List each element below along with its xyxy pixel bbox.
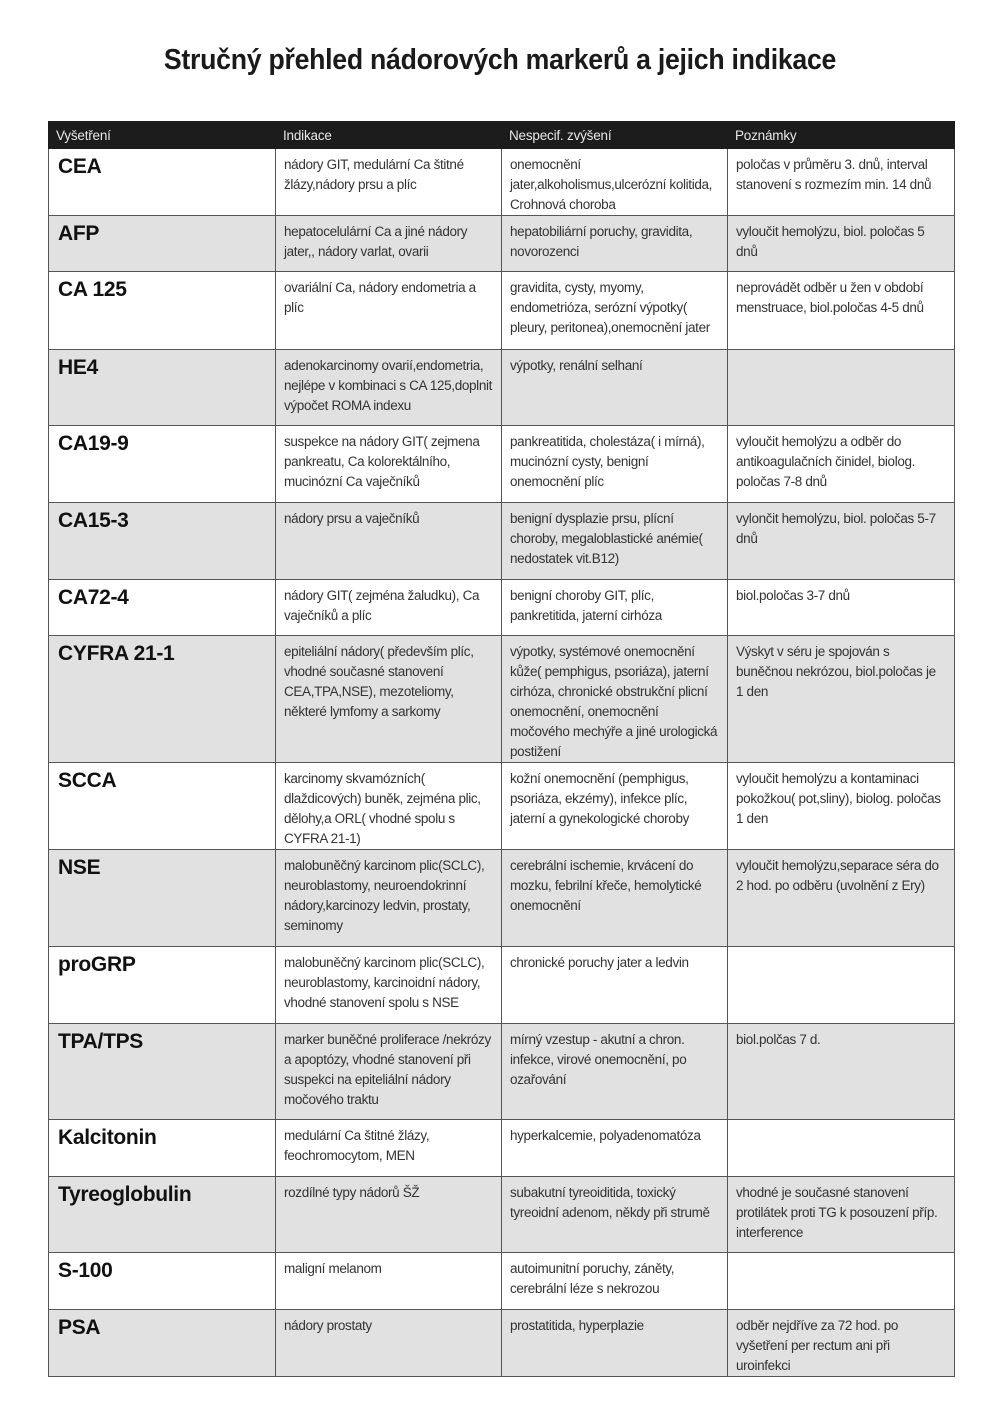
indikace-cell: nádory GIT, medulární Ca štitné žlázy,nádory prsu a plíc <box>276 149 502 216</box>
marker-name: HE4 <box>49 350 276 426</box>
marker-name: AFP <box>49 216 276 272</box>
table-row <box>49 580 955 636</box>
zvyseni-cell: cerebrální ischemie, krvácení do mozku, febrilní křeče, hemolytické onemocnění <box>502 850 728 947</box>
marker-name: S-100 <box>49 1253 276 1310</box>
table-row <box>49 216 955 272</box>
indikace-cell: nádory prsu a vaječníků <box>276 503 502 580</box>
indikace-cell: karcinomy skvamózních( dlaždicových) buněk, zejména plic, dělohy,a ORL( vhodné spolu s CYFRA 21-1) <box>276 763 502 850</box>
zvyseni-cell: chronické poruchy jater a ledvin <box>502 947 728 1024</box>
indikace-cell: ovariální Ca, nádory endometria a plíc <box>276 272 502 350</box>
table-row <box>49 1120 955 1177</box>
marker-name: CA72-4 <box>49 580 276 636</box>
table-row <box>49 272 955 350</box>
poznamky-cell: vyloučit hemolýzu a odběr do antikoagulačních činidel, biolog. poločas 7-8 dnů <box>728 426 955 503</box>
indikace-cell: adenokarcinomy ovarií,endometria, nejlépe v kombinaci s CA 125,doplnit výpočet ROMA indexu <box>276 350 502 426</box>
marker-name: CYFRA 21-1 <box>49 636 276 763</box>
zvyseni-cell: pankreatitida, cholestáza( i mírná), mucinózní cysty, benigní onemocnění plíc <box>502 426 728 503</box>
indikace-cell: epiteliální nádory( především plíc, vhodné současné stanovení CEA,TPA,NSE), mezoteliomy, některé lymfomy a sarkomy <box>276 636 502 763</box>
marker-name: CEA <box>49 149 276 216</box>
table-row <box>49 1310 955 1377</box>
indikace-cell: medulární Ca štitné žlázy, feochromocytom, MEN <box>276 1120 502 1177</box>
marker-name: Kalcitonin <box>49 1120 276 1177</box>
indikace-cell: suspekce na nádory GIT( zejmena pankreatu, Ca kolorektálního, mucinózní Ca vaječníků <box>276 426 502 503</box>
poznamky-cell: biol.polčas 7 d. <box>728 1024 955 1120</box>
page-title: Stručný přehled nádorových markerů a jejich indikace <box>163 44 837 76</box>
indikace-cell: nádory prostaty <box>276 1310 502 1377</box>
poznamky-cell <box>728 947 955 1024</box>
indikace-cell: maligní melanom <box>276 1253 502 1310</box>
header-vysetreni: Vyšetření <box>49 122 276 149</box>
poznamky-cell: vyloučit hemolýzu a kontaminaci pokožkou( pot,sliny), biolog. poločas 1 den <box>728 763 955 850</box>
poznamky-cell <box>728 1120 955 1177</box>
table-row <box>49 763 955 850</box>
poznamky-cell <box>728 1253 955 1310</box>
marker-name: SCCA <box>49 763 276 850</box>
table-row <box>49 636 955 763</box>
poznamky-cell: vyloučit hemolýzu,separace séra do 2 hod. po odběru (uvolnění z Ery) <box>728 850 955 947</box>
marker-name: CA 125 <box>49 272 276 350</box>
zvyseni-cell: prostatitida, hyperplazie <box>502 1310 728 1377</box>
poznamky-cell: vylončit hemolýzu, biol. poločas 5-7 dnů <box>728 503 955 580</box>
zvyseni-cell: onemocnění jater,alkoholismus,ulcerózní kolitida, Crohnová choroba <box>502 149 728 216</box>
zvyseni-cell: kožní onemocnění (pemphigus, psoriáza, ekzémy), infekce plíc, jaterní a gynekologické choroby <box>502 763 728 850</box>
zvyseni-cell: hyperkalcemie, polyadenomatóza <box>502 1120 728 1177</box>
poznamky-cell: neprovádět odběr u žen v období menstruace, biol.poločas 4-5 dnů <box>728 272 955 350</box>
marker-name: TPA/TPS <box>49 1024 276 1120</box>
zvyseni-cell: mírný vzestup - akutní a chron. infekce, virové onemocnění, po ozařování <box>502 1024 728 1120</box>
zvyseni-cell: autoimunitní poruchy, záněty, cerebrální léze s nekrozou <box>502 1253 728 1310</box>
header-nespecif-zvyseni: Nespecif. zvýšení <box>502 122 728 149</box>
zvyseni-cell: hepatobiliární poruchy, gravidita, novorozenci <box>502 216 728 272</box>
indikace-cell: nádory GIT( zejména žaludku), Ca vaječníků a plíc <box>276 580 502 636</box>
table-header <box>49 122 955 149</box>
indikace-cell: malobuněčný karcinom plic(SCLC), neuroblastomy, neuroendokrinní nádory,karcinozy ledvin, prostaty, seminomy <box>276 850 502 947</box>
indikace-cell: marker buněčné proliferace /nekrózy a apoptózy, vhodné stanovení při suspekci na epiteliální nádory močového traktu <box>276 1024 502 1120</box>
poznamky-cell <box>728 350 955 426</box>
marker-name: Tyreoglobulin <box>49 1177 276 1253</box>
poznamky-cell: biol.poločas 3-7 dnů <box>728 580 955 636</box>
indikace-cell: malobuněčný karcinom plic(SCLC), neuroblastomy, karcinoidní nádory, vhodné stanovení spolu s NSE <box>276 947 502 1024</box>
poznamky-cell: odběr nejdříve za 72 hod. po vyšetření per rectum ani při uroinfekci <box>728 1310 955 1377</box>
indikace-cell: hepatocelulární Ca a jiné nádory jater,, nádory varlat, ovarii <box>276 216 502 272</box>
poznamky-cell: vhodné je současné stanovení protilátek proti TG k posouzení příp. interference <box>728 1177 955 1253</box>
marker-name: proGRP <box>49 947 276 1024</box>
zvyseni-cell: výpotky, systémové onemocnění kůže( pemphigus, psoriáza), jaterní cirhóza, chronické obstrukční plicní onemocnění, onemocnění močového mechýře a jiné urologická postižení <box>502 636 728 763</box>
marker-name: CA19-9 <box>49 426 276 503</box>
marker-name: CA15-3 <box>49 503 276 580</box>
table-row <box>49 1177 955 1253</box>
zvyseni-cell: benigní dysplazie prsu, plícní choroby, megaloblastické anémie( nedostatek vit.B12) <box>502 503 728 580</box>
table-row <box>49 1024 955 1120</box>
indikace-cell: rozdílné typy nádorů ŠŽ <box>276 1177 502 1253</box>
table-row <box>49 947 955 1024</box>
marker-name: PSA <box>49 1310 276 1377</box>
zvyseni-cell: benigní choroby GIT, plíc, pankretitida, jaterní cirhóza <box>502 580 728 636</box>
poznamky-cell: vyloučit hemolýzu, biol. poločas 5 dnů <box>728 216 955 272</box>
table-row <box>49 149 955 216</box>
header-poznamky: Poznámky <box>728 122 955 149</box>
table-row <box>49 850 955 947</box>
poznamky-cell: poločas v průměru 3. dnů, interval stanovení s rozmezím min. 14 dnů <box>728 149 955 216</box>
zvyseni-cell: gravidita, cysty, myomy, endometrióza, serózní výpotky( pleury, peritonea),onemocnění jater <box>502 272 728 350</box>
zvyseni-cell: subakutní tyreoiditida, toxický tyreoidní adenom, někdy při strumě <box>502 1177 728 1253</box>
markers-table <box>48 121 955 1377</box>
header-indikace: Indikace <box>276 122 502 149</box>
table-row <box>49 350 955 426</box>
marker-name: NSE <box>49 850 276 947</box>
table-row <box>49 426 955 503</box>
zvyseni-cell: výpotky, renální selhaní <box>502 350 728 426</box>
table-row <box>49 503 955 580</box>
poznamky-cell: Výskyt v séru je spojován s buněčnou nekrózou, biol.poločas je 1 den <box>728 636 955 763</box>
table-row <box>49 1253 955 1310</box>
